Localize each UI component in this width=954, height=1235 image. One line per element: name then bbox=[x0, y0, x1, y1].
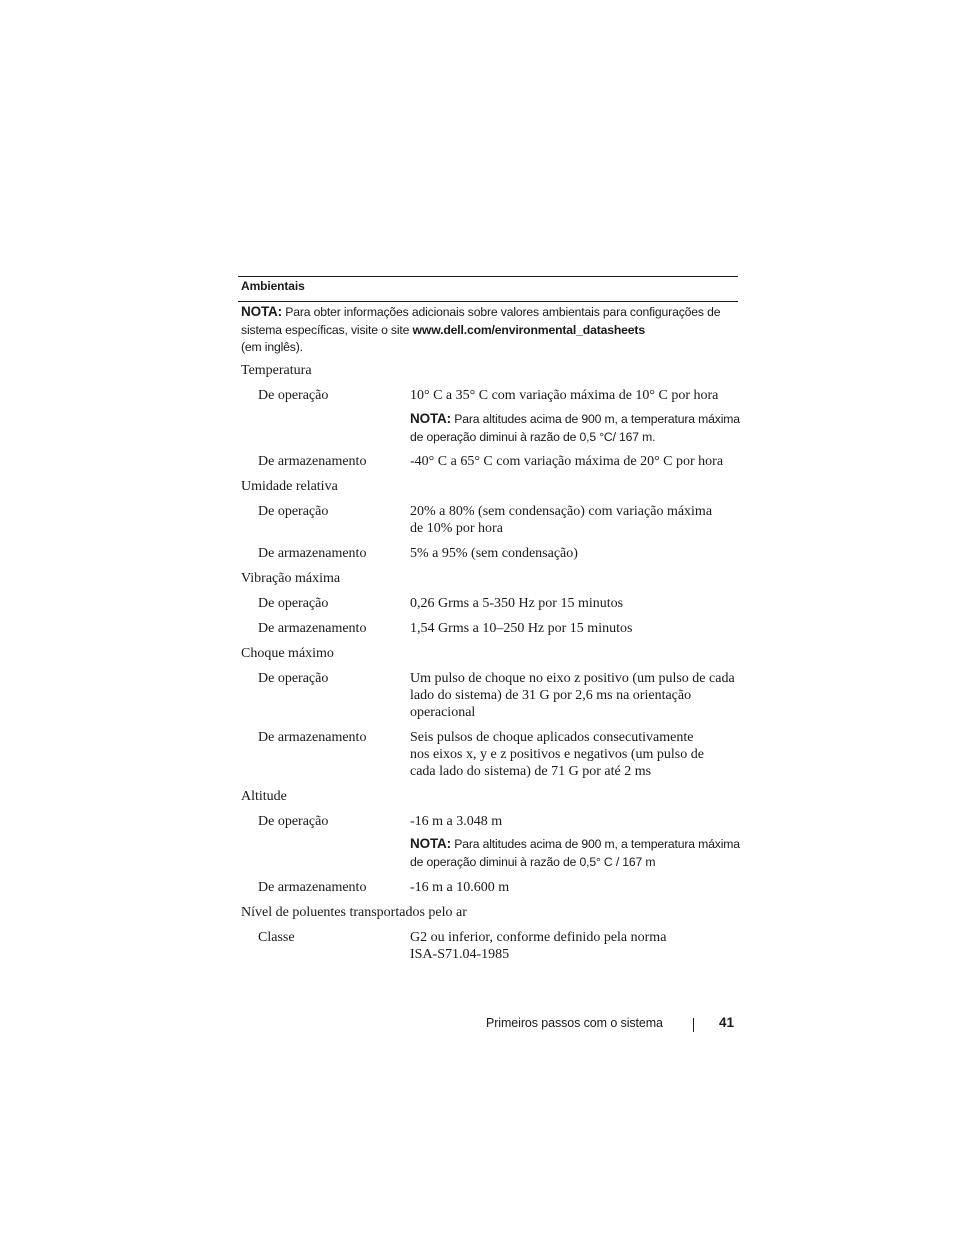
temp-op-value: 10° C a 35° C com variação máxima de 10° C por hora bbox=[410, 388, 719, 403]
top-rule bbox=[238, 276, 738, 277]
note-suffix: (em inglês). bbox=[241, 340, 303, 354]
choq-op-label: De operação bbox=[258, 671, 329, 686]
classe-label: Classe bbox=[258, 930, 295, 945]
category-altitude: Altitude bbox=[241, 789, 287, 804]
umid-op-value: 20% a 80% (sem condensação) com variação máxima de 10% por hora bbox=[410, 504, 713, 536]
umid-op-label: De operação bbox=[258, 504, 329, 519]
vib-op-value: 0,26 Grms a 5-350 Hz por 15 minutos bbox=[410, 596, 624, 611]
page-number: 41 bbox=[719, 1015, 735, 1030]
note-text: Para obter informações adicionais sobre valores ambientais para configurações de sistema específicas, visite o site bbox=[241, 305, 721, 337]
alt-note-text: Para altitudes acima de 900 m, a temperatura máxima de operação diminui à razão de 0,5° C / 167 m bbox=[410, 837, 740, 869]
category-umidade: Umidade relativa bbox=[241, 479, 338, 494]
category-temperatura: Temperatura bbox=[241, 363, 312, 378]
category-choque: Choque máximo bbox=[241, 646, 334, 661]
note-label: NOTA: bbox=[241, 304, 282, 319]
choq-arm-value: Seis pulsos de choque aplicados consecutivamente nos eixos x, y e z positivos e negativos (um pulso de cada lado do sistema) de 71 G por até 2 ms bbox=[410, 730, 704, 779]
vib-arm-label: De armazenamento bbox=[258, 621, 367, 636]
section-note bbox=[241, 303, 737, 357]
temp-note bbox=[410, 410, 740, 446]
alt-arm-value: -16 m a 10.600 m bbox=[410, 880, 510, 895]
footer-title: Primeiros passos com o sistema bbox=[486, 1016, 663, 1030]
vib-arm-value: 1,54 Grms a 10–250 Hz por 15 minutos bbox=[410, 621, 633, 636]
temp-note-text: Para altitudes acima de 900 m, a temperatura máxima de operação diminui à razão de 0,5 °C/ 167 m. bbox=[410, 412, 740, 444]
temp-note-label: NOTA: bbox=[410, 411, 451, 426]
alt-op-value: -16 m a 3.048 m bbox=[410, 814, 503, 829]
temp-op-label: De operação bbox=[258, 388, 329, 403]
vib-op-label: De operação bbox=[258, 596, 329, 611]
section-title: Ambientais bbox=[241, 279, 305, 293]
alt-arm-label: De armazenamento bbox=[258, 880, 367, 895]
footer-separator bbox=[693, 1018, 694, 1032]
umid-arm-value: 5% a 95% (sem condensação) bbox=[410, 546, 578, 561]
category-vibracao: Vibração máxima bbox=[241, 571, 341, 586]
choq-arm-label: De armazenamento bbox=[258, 730, 367, 745]
classe-value: G2 ou inferior, conforme definido pela norma ISA-S71.04-1985 bbox=[410, 930, 667, 962]
temp-arm-label: De armazenamento bbox=[258, 454, 367, 469]
umid-arm-label: De armazenamento bbox=[258, 546, 367, 561]
alt-op-label: De operação bbox=[258, 814, 329, 829]
alt-note-label: NOTA: bbox=[410, 836, 451, 851]
category-poluentes: Nível de poluentes transportados pelo ar bbox=[241, 905, 467, 920]
choq-op-value: Um pulso de choque no eixo z positivo (um pulso de cada lado do sistema) de 31 G por 2,6 ms na orientação operacional bbox=[410, 671, 735, 720]
temp-arm-value: -40° C a 65° C com variação máxima de 20° C por hora bbox=[410, 454, 724, 469]
header-rule bbox=[238, 301, 738, 302]
note-link: www.dell.com/environmental_datasheets bbox=[412, 322, 645, 337]
alt-note bbox=[410, 835, 740, 871]
